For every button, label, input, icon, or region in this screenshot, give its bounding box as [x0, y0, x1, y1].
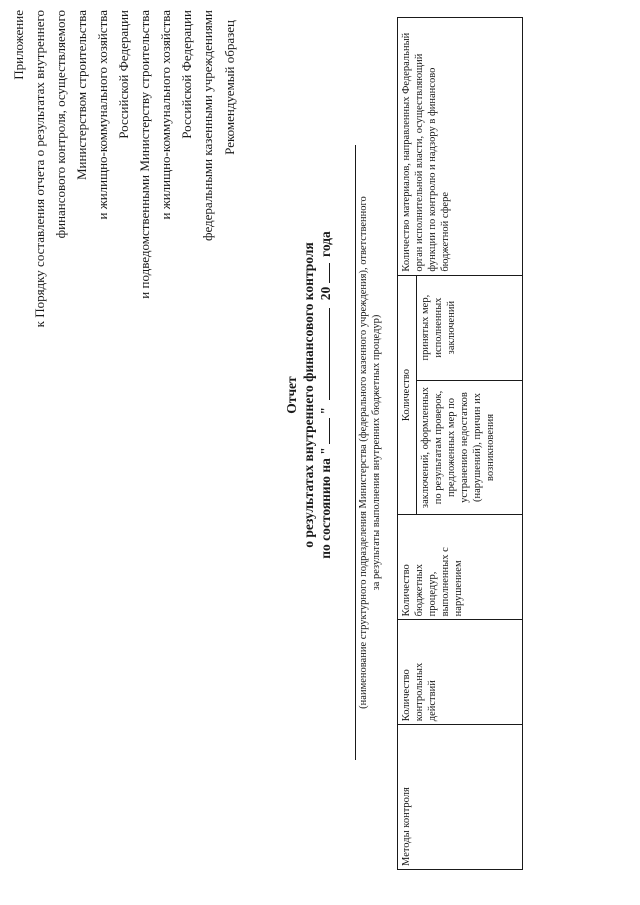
- year-suffix: года: [318, 231, 333, 257]
- header-conclusions: заключений, оформленных по результатам проверок, предложенных мер по устранению недостатков (нарушений), причин их возникновения: [417, 380, 523, 515]
- header-actions: Количество контрольных действий: [398, 620, 523, 725]
- header-methods: Методы контроля: [398, 725, 523, 870]
- header-quantity-group: Количество: [398, 275, 417, 515]
- date-prefix: по состоянию на ": [318, 447, 333, 559]
- appendix-line: и подведомственными Министерству строительства: [137, 10, 152, 299]
- header-materials: Количество материалов, направленных Федеральный орган исполнительной власти, осуществляющий функции по контролю и надзору в финансово бюджетной сфере: [398, 18, 523, 276]
- appendix-line: и жилищно-коммунального хозяйства: [158, 10, 173, 220]
- subdivision-caption-line: за результаты выполнения внутренних бюджетных процедур): [371, 314, 382, 591]
- year-blank: [317, 263, 330, 283]
- month-blank: [317, 308, 330, 400]
- appendix-line: финансового контроля, осуществляемого: [53, 10, 68, 239]
- sample-label: Рекомендуемый образец: [222, 20, 237, 155]
- date-quote: ": [318, 406, 333, 415]
- day-blank: [317, 418, 330, 444]
- appendix-line: к Порядку составления отчета о результатах внутреннего: [32, 10, 47, 328]
- table-header-row: [398, 18, 417, 870]
- header-measures: принятых мер, исполненных заключений: [417, 275, 523, 380]
- report-title: Отчет: [284, 376, 299, 414]
- subdivision-caption-line: (наименование структурного подразделения Министерства (федерального казенного учреждения), ответственного: [358, 196, 369, 709]
- report-subtitle: о результатах внутреннего финансового контроля: [301, 242, 316, 548]
- year-prefix: 20: [318, 286, 333, 301]
- subdivision-caption: [355, 145, 383, 760]
- header-procedures: Количество бюджетных процедур, выполненных с нарушением: [398, 515, 523, 620]
- appendix-line: федеральными казенными учреждениями: [200, 10, 215, 241]
- appendix-line: Российской Федерации: [179, 10, 194, 139]
- appendix-line: Российской Федерации: [116, 10, 131, 139]
- appendix-header: [8, 10, 218, 650]
- report-date-line: [317, 175, 334, 615]
- appendix-line: Приложение: [11, 10, 26, 80]
- appendix-line: и жилищно-коммунального хозяйства: [95, 10, 110, 220]
- report-title-block: [283, 175, 334, 615]
- appendix-line: Министерством строительства: [74, 10, 89, 181]
- report-table: [397, 17, 523, 870]
